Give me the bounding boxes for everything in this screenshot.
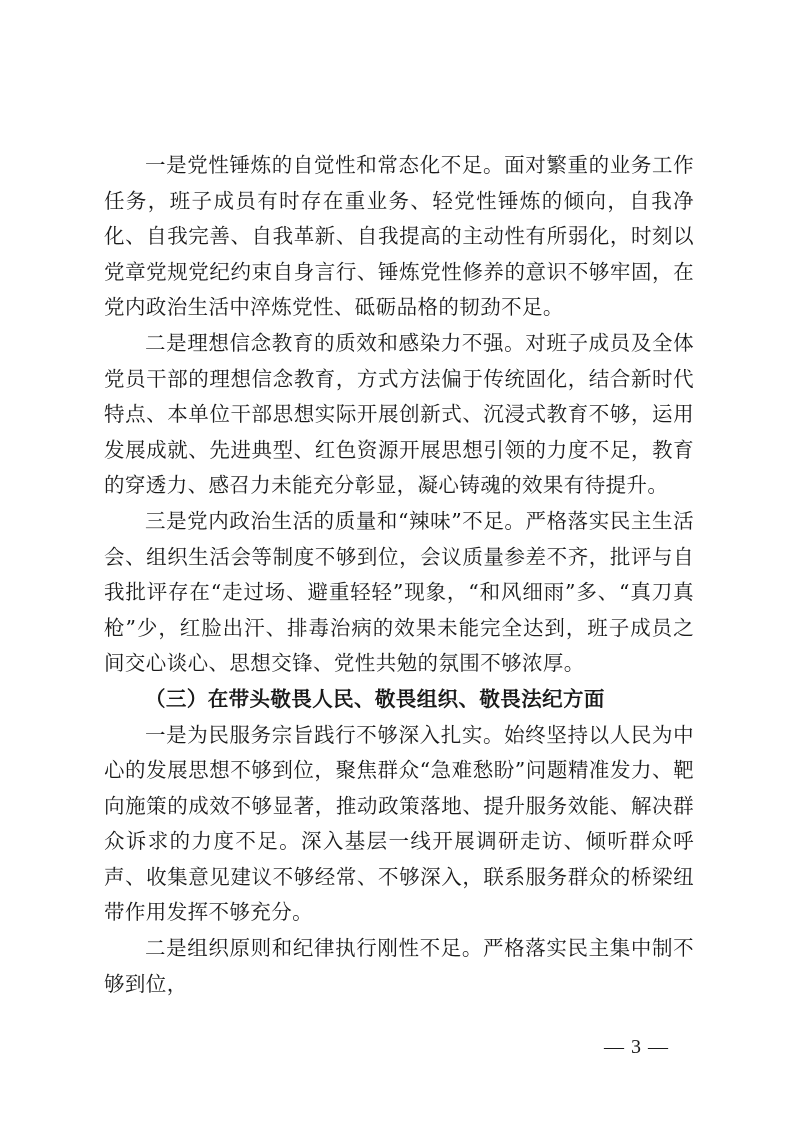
page-number: — 3 —	[604, 1036, 669, 1058]
section-heading: （三）在带头敬畏人民、敬畏组织、敬畏法纪方面	[145, 686, 605, 711]
paragraph-ideals-education: 二是理想信念教育的质效和感染力不强。对班子成员及全体党员干部的理想信念教育，方式方法偏于传统固化，结合新时代特点、本单位干部思想实际开展创新式、沉浸式教育不够，运用发展成就、先进典型、红色资源开展思想引领的力度不足，教育的穿透力、感召力未能充分彰显，凝心铸魂的效果有待提升。	[104, 330, 694, 498]
paragraph-party-spirit: 一是党性锤炼的自觉性和常态化不足。面对繁重的业务工作任务，班子成员有时存在重业务、轻党性锤炼的倾向，自我净化、自我完善、自我革新、自我提高的主动性有所弱化，时刻以党章党规党纪约束自身言行、锤炼党性修养的意识不够牢固，在党内政治生活中淬炼党性、砥砺品格的韧劲不足。	[104, 153, 694, 320]
document-body	[104, 148, 694, 1002]
paragraph-serve-people: 一是为民服务宗旨践行不够深入扎实。始终坚持以人民为中心的发展思想不够到位，聚焦群众“急难愁盼”问题精准发力、靶向施策的成效不够显著，推动政策落地、提升服务效能、解决群众诉求的力度不足。深入基层一线开展调研走访、倾听群众呼声、收集意见建议不够经常、不够深入，联系服务群众的桥梁纽带作用发挥不够充分。	[104, 722, 694, 925]
paragraph-political-life: 三是党内政治生活的质量和“辣味”不足。严格落实民主生活会、组织生活会等制度不够到位，会议质量参差不齐，批评与自我批评存在“走过场、避重轻轻”现象，“和风细雨”多、“真刀真枪”少，红脸出汗、排毒治病的效果未能完全达到，班子成员之间交心谈心、思想交锋、党性共勉的氛围不够浓厚。	[104, 508, 694, 676]
paragraph-organization-discipline: 二是组织原则和纪律执行刚性不足。严格落实民主集中制不够到位，	[104, 936, 694, 996]
